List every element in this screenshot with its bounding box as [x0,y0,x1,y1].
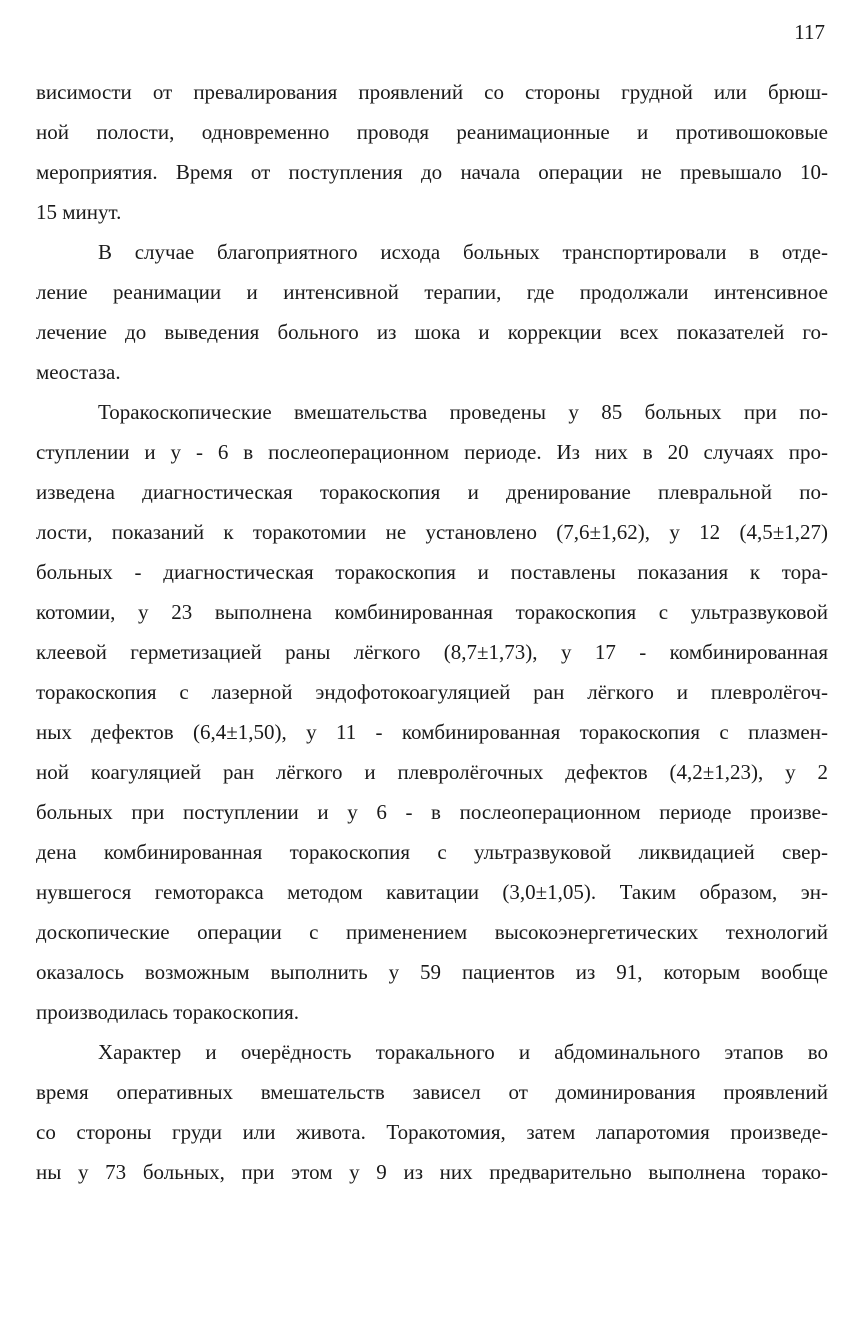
text-line: ление реанимации и интенсивной терапии, где продолжали интенсивное [36,280,828,304]
text-line: оказалось возможным выполнить у 59 пациентов из 91, которым вообще [36,960,828,984]
text-line: ных дефектов (6,4±1,50), у 11 - комбинированная торакоскопия с плазмен- [36,720,828,744]
text-line: ны у 73 больных, при этом у 9 из них предварительно выполнена торако- [36,1160,828,1184]
text-line: больных - диагностическая торакоскопия и поставлены показания к тора- [36,560,828,584]
text-line: Характер и очерёдность торакального и абдоминального этапов во [98,1040,828,1064]
paragraph [36,1032,828,1192]
text-line: больных при поступлении и у 6 - в послеоперационном периоде произве- [36,800,828,824]
text-line: ной коагуляцией ран лёгкого и плевролёгочных дефектов (4,2±1,23), у 2 [36,760,828,784]
text-line: доскопические операции с применением высокоэнергетических технологий [36,920,828,944]
text-line: котомии, у 23 выполнена комбинированная торакоскопия с ультразвуковой [36,600,828,624]
text-line: изведена диагностическая торакоскопия и дренирование плевральной по- [36,480,828,504]
text-line: клеевой герметизацией раны лёгкого (8,7±1,73), у 17 - комбинированная [36,640,828,664]
text-line: меостаза. [36,360,121,384]
text-line: 15 минут. [36,200,122,224]
text-line: висимости от превалирования проявлений со стороны грудной или брюш- [36,80,828,104]
text-line: торакоскопия с лазерной эндофотокоагуляцией ран лёгкого и плевролёгоч- [36,680,828,704]
text-line: дена комбинированная торакоскопия с ультразвуковой ликвидацией свер- [36,840,828,864]
paragraph [36,72,828,232]
text-line: ной полости, одновременно проводя реанимационные и противошоковые [36,120,828,144]
body-text [36,72,828,1192]
text-line: производилась торакоскопия. [36,1000,300,1024]
text-line: мероприятия. Время от поступления до начала операции не превышало 10- [36,160,828,184]
text-line: Торакоскопические вмешательства проведены у 85 больных при по- [98,400,828,424]
paragraph [36,392,828,1032]
paragraph [36,232,828,392]
text-line: ступлении и у - 6 в послеоперационном периоде. Из них в 20 случаях про- [36,440,828,464]
page-number: 117 [794,20,825,44]
text-line: нувшегося гемоторакса методом кавитации (3,0±1,05). Таким образом, эн- [36,880,828,904]
text-line: со стороны груди или живота. Торакотомия, затем лапаротомия произведе- [36,1120,828,1144]
text-line: лечение до выведения больного из шока и коррекции всех показателей го- [36,320,828,344]
text-line: время оперативных вмешательств зависел от доминирования проявлений [36,1080,828,1104]
text-line: В случае благоприятного исхода больных транспортировали в отде- [98,240,828,264]
text-line: лости, показаний к торакотомии не установлено (7,6±1,62), у 12 (4,5±1,27) [36,520,828,544]
